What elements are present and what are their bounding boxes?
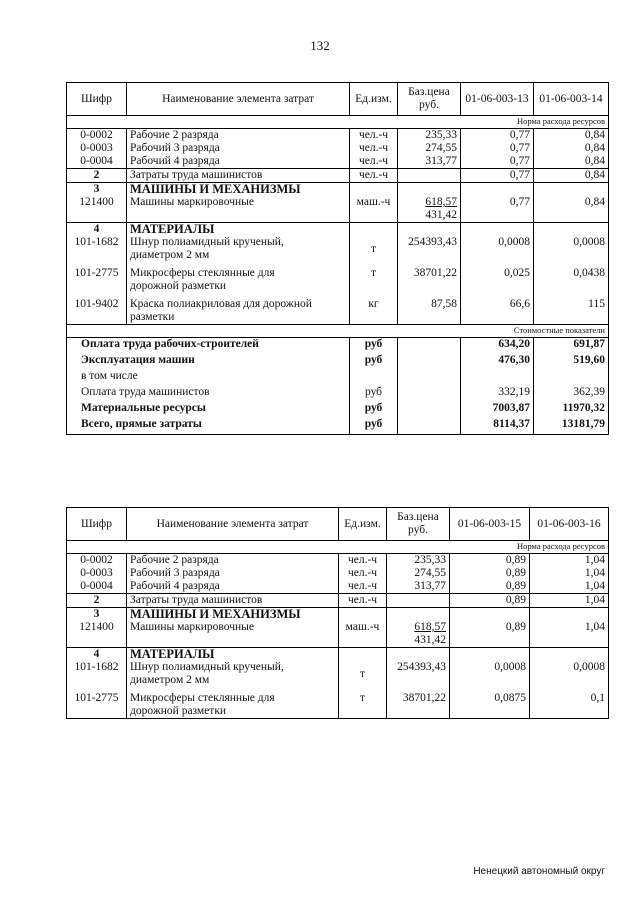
summary-value-b: 362,39 [534, 386, 609, 402]
summary-name: Эксплуатация машин [67, 354, 350, 370]
summary-value-b: 691,87 [534, 338, 609, 355]
header-name: Наименование элемента затрат [127, 83, 350, 116]
row-unit: кг [350, 293, 398, 325]
row-unit: маш.-ч [350, 196, 398, 223]
row-value-b: 1,04 [530, 554, 609, 568]
row-value-a: 0,89 [450, 621, 530, 648]
row-code: 0-0003 [67, 567, 127, 580]
row-name: Микросферы стеклянные для [130, 267, 275, 279]
row-value-b: 0,84 [534, 196, 609, 223]
summary-name: Оплата труда рабочих-строителей [67, 338, 350, 355]
row-code: 101-2775 [67, 262, 127, 293]
footer-region-name: Ненецкий автономный округ [473, 866, 605, 877]
summary-value-a: 7003,87 [461, 402, 534, 418]
header-price: Баз.цена руб. [387, 508, 450, 541]
row-name: Микросферы стеклянные для [130, 692, 275, 704]
row-code: 0-0004 [67, 155, 127, 169]
summary-value-b [534, 370, 609, 386]
header-col-a: 01-06-003-15 [450, 508, 530, 541]
row-unit: чел.-ч [339, 594, 387, 608]
row-name: Шнур полиамидный крученый, [130, 236, 284, 248]
section-code: 3 [67, 183, 127, 197]
header-col-a: 01-06-003-13 [461, 83, 534, 116]
table-row [67, 621, 609, 648]
row-unit: чел.-ч [350, 169, 398, 183]
section-title: МАШИНЫ И МЕХАНИЗМЫ [127, 608, 339, 622]
row-unit: чел.-ч [339, 567, 387, 580]
table-row [67, 196, 609, 223]
summary-value-a: 8114,37 [461, 418, 534, 435]
summary-unit: руб [350, 338, 398, 355]
row-code: 101-1682 [67, 661, 127, 687]
row-name: Затраты труда машинистов [127, 594, 339, 608]
row-name: Рабочие 2 разряда [127, 554, 339, 568]
row-price: 313,77 [387, 580, 450, 594]
row-unit: т [350, 236, 398, 262]
row-code: 121400 [67, 196, 127, 223]
summary-unit: руб [350, 386, 398, 402]
cost-label: Стоимостные показатели [461, 325, 609, 338]
table-row [67, 687, 609, 719]
row-price: 235,33 [398, 129, 461, 143]
row-price: 38701,22 [398, 262, 461, 293]
header-col-b: 01-06-003-14 [534, 83, 609, 116]
row-value-a: 0,89 [450, 594, 530, 608]
row-value-b: 1,04 [530, 580, 609, 594]
summary-name: Оплата труда машинистов [67, 386, 350, 402]
row-value-a: 0,0008 [461, 236, 534, 262]
header-code: Шифр [67, 83, 127, 116]
row-code: 2 [67, 594, 127, 608]
row-unit: чел.-ч [339, 554, 387, 568]
row-name: Краска полиакриловая для дорожной [130, 298, 312, 310]
header-name: Наименование элемента затрат [127, 508, 339, 541]
table-row [67, 142, 609, 155]
row-unit: т [339, 687, 387, 719]
summary-value-b: 519,60 [534, 354, 609, 370]
summary-name: Материальные ресурсы [67, 402, 350, 418]
row-code: 0-0004 [67, 580, 127, 594]
row-value-b: 0,1 [530, 687, 609, 719]
table-row [67, 594, 609, 608]
summary-name: в том числе [67, 370, 350, 386]
summary-name: Всего, прямые затраты [67, 418, 350, 435]
row-value-a: 0,77 [461, 129, 534, 143]
summary-row [67, 370, 609, 386]
row-name: Шнур полиамидный крученый, [130, 661, 284, 673]
summary-row [67, 386, 609, 402]
summary-value-b: 11970,32 [534, 402, 609, 418]
row-name-cont: дорожной разметки [130, 280, 227, 292]
row-value-a: 0,89 [450, 567, 530, 580]
row-price: 274,55 [387, 567, 450, 580]
resource-table-2 [66, 507, 609, 719]
row-price [398, 169, 461, 183]
row-name-cont: дорожной разметки [130, 705, 227, 717]
cost-label-row [67, 325, 609, 338]
row-unit: чел.-ч [350, 129, 398, 143]
row-price: 254393,43 [398, 236, 461, 262]
row-name: Машины маркировочные [127, 621, 339, 648]
row-name: Рабочий 4 разряда [127, 155, 350, 169]
table-row [67, 661, 609, 687]
resource-table-1 [66, 82, 609, 435]
row-value-b: 0,0008 [530, 661, 609, 687]
section-row [67, 183, 609, 197]
row-price: 235,33 [387, 554, 450, 568]
row-code: 2 [67, 169, 127, 183]
row-value-b: 115 [534, 293, 609, 325]
row-value-b: 0,84 [534, 155, 609, 169]
section-code: 4 [67, 223, 127, 237]
table-header-row [67, 83, 609, 116]
summary-row [67, 338, 609, 355]
row-name-cont: диаметром 2 мм [130, 674, 210, 686]
header-price: Баз.цена руб. [398, 83, 461, 116]
row-name: Рабочий 4 разряда [127, 580, 339, 594]
summary-row [67, 402, 609, 418]
row-unit: чел.-ч [339, 580, 387, 594]
summary-value-a: 476,30 [461, 354, 534, 370]
row-code: 0-0002 [67, 554, 127, 568]
table-row [67, 262, 609, 293]
table-row [67, 554, 609, 568]
row-value-a: 0,77 [461, 169, 534, 183]
row-value-a: 0,025 [461, 262, 534, 293]
row-value-a: 0,0875 [450, 687, 530, 719]
section-title: МАШИНЫ И МЕХАНИЗМЫ [127, 183, 350, 197]
summary-unit [350, 370, 398, 386]
header-code: Шифр [67, 508, 127, 541]
table-row [67, 580, 609, 594]
row-code: 101-9402 [67, 293, 127, 325]
section-title: МАТЕРИАЛЫ [127, 223, 350, 237]
row-value-b: 0,84 [534, 142, 609, 155]
row-name-cont: диаметром 2 мм [130, 249, 210, 261]
row-name: Затраты труда машинистов [127, 169, 350, 183]
row-value-a: 0,89 [450, 554, 530, 568]
row-value-b: 0,0008 [534, 236, 609, 262]
row-unit: чел.-ч [350, 142, 398, 155]
summary-row [67, 418, 609, 435]
row-value-a: 0,77 [461, 155, 534, 169]
section-row [67, 608, 609, 622]
summary-value-a: 634,20 [461, 338, 534, 355]
table-row [67, 169, 609, 183]
row-unit: чел.-ч [350, 155, 398, 169]
table-row [67, 129, 609, 143]
row-value-a: 0,0008 [450, 661, 530, 687]
section-title: МАТЕРИАЛЫ [127, 648, 339, 662]
table-row [67, 236, 609, 262]
section-code: 4 [67, 648, 127, 662]
summary-unit: руб [350, 354, 398, 370]
row-price [387, 594, 450, 608]
row-price-secondary: 431,42 [414, 634, 446, 646]
row-name-cont: разметки [130, 311, 175, 323]
row-value-b: 1,04 [530, 621, 609, 648]
row-unit: т [350, 262, 398, 293]
row-unit: т [339, 661, 387, 687]
row-unit: маш.-ч [339, 621, 387, 648]
header-col-b: 01-06-003-16 [530, 508, 609, 541]
row-code: 0-0002 [67, 129, 127, 143]
table-row [67, 155, 609, 169]
row-name: Рабочие 2 разряда [127, 129, 350, 143]
row-code: 121400 [67, 621, 127, 648]
table-row [67, 293, 609, 325]
row-value-a: 66,6 [461, 293, 534, 325]
row-value-b: 1,04 [530, 567, 609, 580]
summary-value-a [461, 370, 534, 386]
summary-value-b: 13181,79 [534, 418, 609, 435]
summary-unit: руб [350, 402, 398, 418]
table-row [67, 567, 609, 580]
norm-label-row [67, 116, 609, 129]
table-header-row [67, 508, 609, 541]
row-code: 0-0003 [67, 142, 127, 155]
row-name: Рабочий 3 разряда [127, 142, 350, 155]
header-unit: Ед.изм. [339, 508, 387, 541]
norm-label: Норма расхода ресурсов [461, 116, 609, 129]
row-price: 87,58 [398, 293, 461, 325]
row-value-b: 1,04 [530, 594, 609, 608]
row-name: Рабочий 3 разряда [127, 567, 339, 580]
row-price-secondary: 431,42 [425, 209, 457, 221]
summary-row [67, 354, 609, 370]
row-price: 313,77 [398, 155, 461, 169]
section-row [67, 648, 609, 662]
row-name: Машины маркировочные [127, 196, 350, 223]
row-price-primary: 618,57 [425, 196, 457, 208]
row-value-b: 0,84 [534, 169, 609, 183]
norm-label-row [67, 541, 609, 554]
row-code: 101-2775 [67, 687, 127, 719]
section-code: 3 [67, 608, 127, 622]
row-price-primary: 618,57 [414, 621, 446, 633]
row-value-a: 0,89 [450, 580, 530, 594]
summary-value-a: 332,19 [461, 386, 534, 402]
header-unit: Ед.изм. [350, 83, 398, 116]
row-value-a: 0,77 [461, 142, 534, 155]
page-number: 132 [310, 38, 330, 53]
row-value-b: 0,84 [534, 129, 609, 143]
norm-label: Норма расхода ресурсов [450, 541, 609, 554]
summary-unit: руб [350, 418, 398, 435]
section-row [67, 223, 609, 237]
row-price: 38701,22 [387, 687, 450, 719]
row-price: 254393,43 [387, 661, 450, 687]
row-value-a: 0,77 [461, 196, 534, 223]
row-price: 274,55 [398, 142, 461, 155]
row-code: 101-1682 [67, 236, 127, 262]
row-value-b: 0,0438 [534, 262, 609, 293]
